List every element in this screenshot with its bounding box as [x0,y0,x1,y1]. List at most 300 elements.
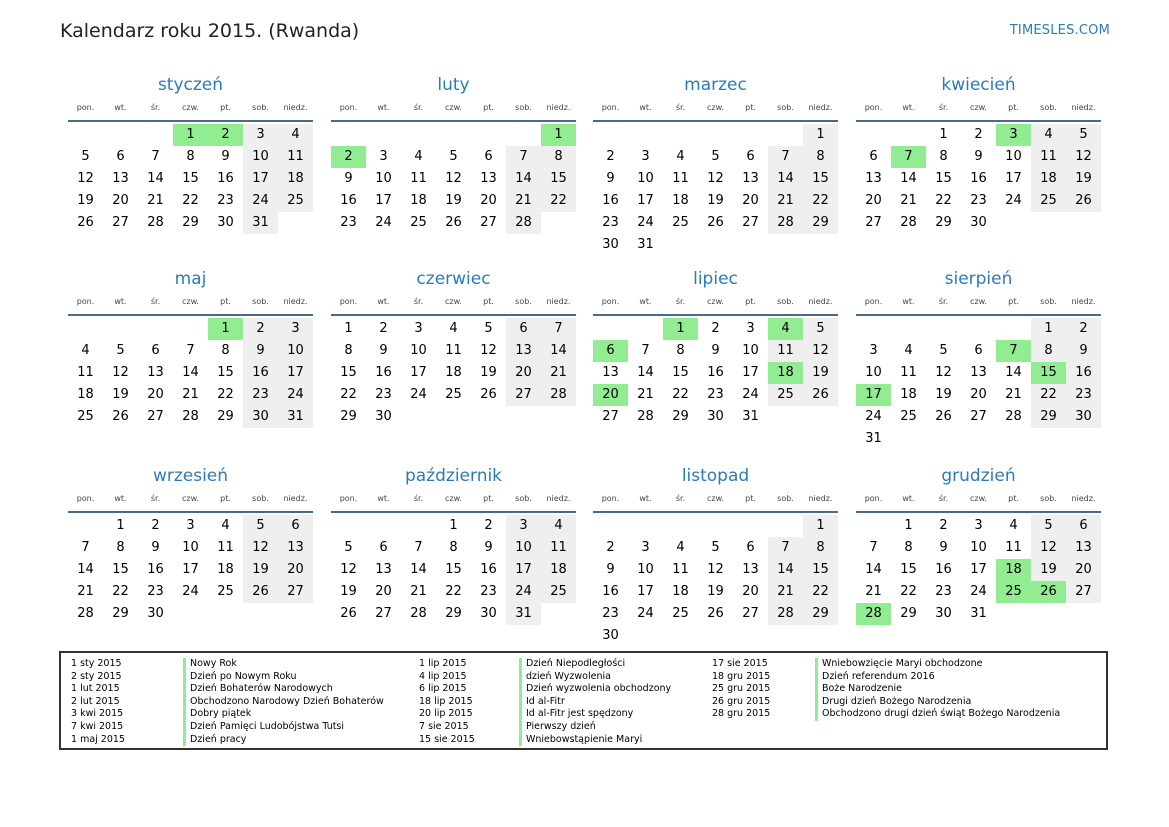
day-cell: 8 [116,540,125,555]
day-cell: 10 [1005,149,1022,164]
weekday-label: niedz. [546,103,571,112]
holiday-day-cell: 15 [1031,362,1066,384]
day-cell: 28 [410,606,427,621]
day-cell: 26 [243,581,278,603]
day-cell: 12 [935,365,952,380]
day-cell: 7 [186,343,195,358]
day-cell: 3 [414,321,423,336]
day-cell: 28 [768,603,803,625]
day-cell: 6 [746,149,755,164]
day-cell: 6 [151,343,160,358]
weekday-label: czw. [970,494,987,503]
day-cell: 3 [186,518,195,533]
weekday-label: pon. [864,297,883,306]
weekday-label: pon. [601,103,620,112]
day-cell: 12 [77,171,94,186]
holiday-name: Id al-Fitr jest spędzony [519,708,633,721]
empty-cell [698,515,733,537]
day-grid [68,318,313,428]
weekday-label: pon. [339,494,358,503]
day-cell: 31 [865,431,882,446]
holiday-date: 6 lip 2015 [419,683,467,695]
day-cell: 28 [147,215,164,230]
weekday-label: pon. [864,103,883,112]
day-cell: 27 [742,215,759,230]
day-cell: 22 [935,193,952,208]
day-cell: 5 [449,149,458,164]
day-cell: 7 [151,149,160,164]
day-cell: 21 [900,193,917,208]
day-cell: 16 [602,584,619,599]
weekday-label: sob. [515,297,532,306]
month-name: luty [437,75,470,95]
day-cell: 28 [637,409,654,424]
day-cell: 13 [480,171,497,186]
holiday-date: 7 sie 2015 [419,720,469,732]
day-cell: 4 [221,518,230,533]
day-cell: 11 [217,540,234,555]
day-cell: 23 [935,584,952,599]
holiday-day-cell: 25 [996,581,1031,603]
day-cell: 10 [865,365,882,380]
day-cell: 27 [278,581,313,603]
weekday-label: czw. [970,103,987,112]
day-cell: 9 [939,540,948,555]
day-cell: 25 [217,584,234,599]
weekday-label: niedz. [1071,297,1096,306]
day-cell: 13 [147,365,164,380]
day-cell: 20 [147,387,164,402]
day-cell: 8 [186,149,195,164]
day-cell: 12 [803,340,838,362]
holiday-date: 18 lip 2015 [419,695,473,707]
day-cell: 10 [410,343,427,358]
empty-cell [401,515,436,537]
holiday-day-cell: 17 [856,384,891,406]
day-cell: 22 [1031,384,1066,406]
weekday-label: wt. [114,297,127,306]
day-cell: 8 [939,149,948,164]
holiday-name: Dzień po Nowym Roku [183,671,297,684]
day-cell: 22 [112,584,129,599]
day-cell: 22 [182,193,199,208]
day-cell: 3 [379,149,388,164]
weekday-label: wt. [114,494,127,503]
day-cell: 11 [1005,540,1022,555]
day-cell: 1 [449,518,458,533]
day-cell: 31 [243,212,278,234]
weekday-label: wt. [377,494,390,503]
day-cell: 11 [672,171,689,186]
empty-cell [628,124,663,146]
holiday-day-cell: 2 [208,124,243,146]
day-cell: 13 [742,562,759,577]
day-cell: 7 [81,540,90,555]
page-title: Kalendarz roku 2015. (Rwanda) [60,20,360,42]
day-cell: 20 [1066,559,1101,581]
holiday-day-cell: 20 [593,384,628,406]
holiday-day-cell: 18 [768,362,803,384]
day-cell: 5 [484,321,493,336]
holiday-date: 1 lip 2015 [419,658,467,669]
month-1 [68,72,313,234]
day-cell: 11 [672,562,689,577]
day-cell: 8 [676,343,685,358]
day-cell: 28 [182,409,199,424]
month-9 [68,463,313,625]
weekday-label: niedz. [546,297,571,306]
day-cell: 19 [1066,168,1101,190]
day-cell: 30 [970,215,987,230]
day-cell: 5 [81,149,90,164]
day-cell: 4 [676,149,685,164]
weekday-header [593,98,838,122]
holiday-date: 2 sty 2015 [71,670,122,682]
holiday-date: 7 kwi 2015 [71,720,124,732]
day-cell: 13 [278,537,313,559]
day-cell: 12 [243,537,278,559]
site-brand-link[interactable]: TIMESLES.COM [1009,23,1110,38]
day-cell: 9 [151,540,160,555]
day-cell: 24 [637,215,654,230]
weekday-label: pon. [76,297,95,306]
weekday-label: sob. [777,494,794,503]
day-cell: 18 [900,387,917,402]
weekday-label: niedz. [283,103,308,112]
empty-cell [366,515,401,537]
empty-cell [768,515,803,537]
day-cell: 11 [768,340,803,362]
day-cell: 5 [243,515,278,537]
weekday-label: śr. [413,103,424,112]
day-cell: 23 [602,606,619,621]
month-3 [593,72,838,256]
day-cell: 20 [865,193,882,208]
day-cell: 24 [243,190,278,212]
day-cell: 24 [506,581,541,603]
day-cell: 13 [1066,537,1101,559]
weekday-label: śr. [413,494,424,503]
day-cell: 9 [606,562,615,577]
holiday-day-cell: 3 [996,124,1031,146]
day-cell: 3 [278,318,313,340]
day-cell: 24 [865,409,882,424]
day-cell: 15 [112,562,129,577]
day-cell: 25 [278,190,313,212]
day-cell: 16 [707,365,724,380]
weekday-label: śr. [675,297,686,306]
day-cell: 14 [147,171,164,186]
weekday-label: śr. [150,103,161,112]
day-cell: 21 [768,190,803,212]
day-cell: 18 [217,562,234,577]
day-cell: 28 [77,606,94,621]
day-cell: 12 [707,171,724,186]
day-cell: 30 [147,606,164,621]
day-cell: 13 [112,171,129,186]
day-cell: 8 [1031,340,1066,362]
day-cell: 4 [1031,124,1066,146]
empty-cell [698,124,733,146]
weekday-label: niedz. [808,494,833,503]
day-cell: 10 [637,171,654,186]
month-12 [856,463,1101,625]
day-cell: 22 [340,387,357,402]
empty-cell [593,515,628,537]
holiday-day-cell: 1 [541,124,576,146]
day-cell: 21 [147,193,164,208]
day-cell: 11 [541,537,576,559]
day-cell: 12 [445,171,462,186]
day-cell: 15 [803,168,838,190]
day-grid [856,318,1101,450]
weekday-label: pt. [483,494,494,503]
day-cell: 6 [278,515,313,537]
day-cell: 16 [602,193,619,208]
weekday-header [856,292,1101,316]
month-name: sierpień [944,269,1013,289]
day-cell: 29 [445,606,462,621]
day-cell: 30 [480,606,497,621]
weekday-label: wt. [639,297,652,306]
day-grid [593,318,838,428]
day-cell: 3 [869,343,878,358]
day-cell: 25 [410,215,427,230]
day-grid [68,124,313,234]
weekday-label: czw. [445,103,462,112]
weekday-label: czw. [182,297,199,306]
day-cell: 23 [217,193,234,208]
day-cell: 3 [506,515,541,537]
day-cell: 27 [865,215,882,230]
holiday-date: 1 maj 2015 [71,733,125,745]
day-cell: 30 [707,409,724,424]
day-cell: 24 [970,584,987,599]
weekday-label: pon. [601,494,620,503]
day-cell: 29 [217,409,234,424]
weekday-label: czw. [182,494,199,503]
day-cell: 6 [506,318,541,340]
day-cell: 27 [375,606,392,621]
day-cell: 25 [541,581,576,603]
month-name: czerwiec [416,269,491,289]
weekday-header [856,98,1101,122]
weekday-label: wt. [902,103,915,112]
weekday-label: czw. [707,103,724,112]
day-cell: 27 [112,215,129,230]
day-cell: 17 [506,559,541,581]
day-cell: 29 [900,606,917,621]
weekday-label: sob. [1040,103,1057,112]
day-cell: 17 [637,193,654,208]
day-cell: 18 [672,193,689,208]
day-cell: 28 [541,384,576,406]
day-cell: 22 [803,581,838,603]
weekday-label: śr. [938,494,949,503]
day-cell: 19 [803,362,838,384]
day-cell: 15 [935,171,952,186]
day-cell: 29 [803,603,838,625]
day-cell: 19 [340,584,357,599]
empty-cell [331,124,366,146]
empty-cell [138,124,173,146]
day-cell: 11 [410,171,427,186]
day-cell: 16 [243,362,278,384]
day-cell: 19 [112,387,129,402]
holiday-date: 1 lut 2015 [71,683,120,695]
day-cell: 5 [711,540,720,555]
day-cell: 6 [116,149,125,164]
day-cell: 19 [935,387,952,402]
empty-cell [856,515,891,537]
weekday-label: pt. [745,494,756,503]
empty-cell [173,318,208,340]
day-cell: 1 [1031,318,1066,340]
day-cell: 2 [1066,318,1101,340]
month-4 [856,72,1101,234]
weekday-label: sob. [1040,494,1057,503]
holiday-day-cell: 4 [768,318,803,340]
day-cell: 16 [1066,362,1101,384]
day-cell: 6 [379,540,388,555]
weekday-label: sob. [515,494,532,503]
holiday-name: Obchodzono Narodowy Dzień Bohaterów [183,696,384,709]
day-cell: 10 [243,146,278,168]
day-cell: 22 [445,584,462,599]
month-7 [593,266,838,428]
empty-cell [366,124,401,146]
day-cell: 2 [243,318,278,340]
day-cell: 17 [243,168,278,190]
holiday-day-cell: 1 [208,318,243,340]
holiday-day-cell: 7 [891,146,926,168]
day-cell: 20 [506,362,541,384]
day-cell: 19 [243,559,278,581]
holiday-date: 15 sie 2015 [419,733,475,745]
day-grid [331,124,576,234]
weekday-label: pt. [220,494,231,503]
weekday-label: śr. [150,494,161,503]
month-6 [331,266,576,428]
weekday-header [593,292,838,316]
day-cell: 17 [970,562,987,577]
month-name: wrzesień [152,466,229,486]
day-cell: 19 [1031,559,1066,581]
month-name: maj [174,269,207,289]
holiday-name: Dzień referendum 2016 [815,671,935,684]
day-cell: 15 [803,559,838,581]
day-cell: 5 [711,149,720,164]
day-cell: 9 [1066,340,1101,362]
holiday-day-cell: 7 [996,340,1031,362]
holiday-name: Dzień Pamięci Ludobójstwa Tutsi [183,721,344,734]
day-cell: 25 [768,384,803,406]
weekday-label: niedz. [808,297,833,306]
holiday-name: Dzień wyzwolenia obchodzony [519,683,671,696]
day-cell: 9 [344,171,353,186]
weekday-label: śr. [675,103,686,112]
day-cell: 11 [445,343,462,358]
day-cell: 2 [606,540,615,555]
weekday-label: pt. [483,103,494,112]
day-cell: 7 [768,146,803,168]
day-cell: 12 [112,365,129,380]
weekday-label: niedz. [808,103,833,112]
day-cell: 25 [77,409,94,424]
day-cell: 24 [1005,193,1022,208]
day-cell: 21 [768,581,803,603]
day-cell: 27 [480,215,497,230]
empty-cell [471,124,506,146]
empty-cell [996,318,1031,340]
weekday-label: sob. [777,103,794,112]
day-cell: 4 [449,321,458,336]
day-cell: 20 [742,193,759,208]
month-2 [331,72,576,234]
day-cell: 3 [641,540,650,555]
day-cell: 8 [541,146,576,168]
day-cell: 18 [77,387,94,402]
day-cell: 20 [278,559,313,581]
day-cell: 4 [904,343,913,358]
empty-cell [68,318,103,340]
day-cell: 26 [77,215,94,230]
day-cell: 7 [414,540,423,555]
day-cell: 9 [484,540,493,555]
day-cell: 2 [379,321,388,336]
weekday-label: czw. [445,297,462,306]
day-cell: 6 [746,540,755,555]
empty-cell [436,124,471,146]
day-cell: 4 [1009,518,1018,533]
holiday-name: Pierwszy dzień [519,721,596,734]
holiday-day-cell: 28 [856,603,891,625]
day-cell: 26 [340,606,357,621]
day-cell: 23 [147,584,164,599]
day-cell: 26 [480,387,497,402]
day-cell: 7 [768,537,803,559]
holiday-name: Dzień pracy [183,734,246,747]
holiday-name: Wniebowzięcie Maryi obchodzone [815,658,983,671]
holiday-name: Drugi dzień Bożego Narodzenia [815,696,971,709]
day-cell: 18 [672,584,689,599]
day-cell: 26 [445,215,462,230]
day-cell: 2 [974,127,983,142]
day-cell: 25 [672,606,689,621]
empty-cell [663,515,698,537]
day-cell: 19 [707,584,724,599]
day-cell: 11 [278,146,313,168]
day-cell: 7 [641,343,650,358]
month-name: styczeń [157,75,224,95]
day-cell: 18 [1031,168,1066,190]
holiday-date: 18 gru 2015 [712,670,771,682]
day-cell: 24 [742,387,759,402]
holiday-name: Dzień Bohaterów Narodowych [183,683,333,696]
day-cell: 23 [707,387,724,402]
weekday-label: niedz. [546,494,571,503]
empty-cell [663,124,698,146]
day-cell: 11 [77,365,94,380]
day-cell: 16 [970,171,987,186]
day-cell: 2 [151,518,160,533]
day-cell: 19 [480,365,497,380]
day-cell: 31 [742,409,759,424]
day-cell: 31 [278,406,313,428]
weekday-header [856,489,1101,513]
weekday-header [593,489,838,513]
day-cell: 18 [410,193,427,208]
